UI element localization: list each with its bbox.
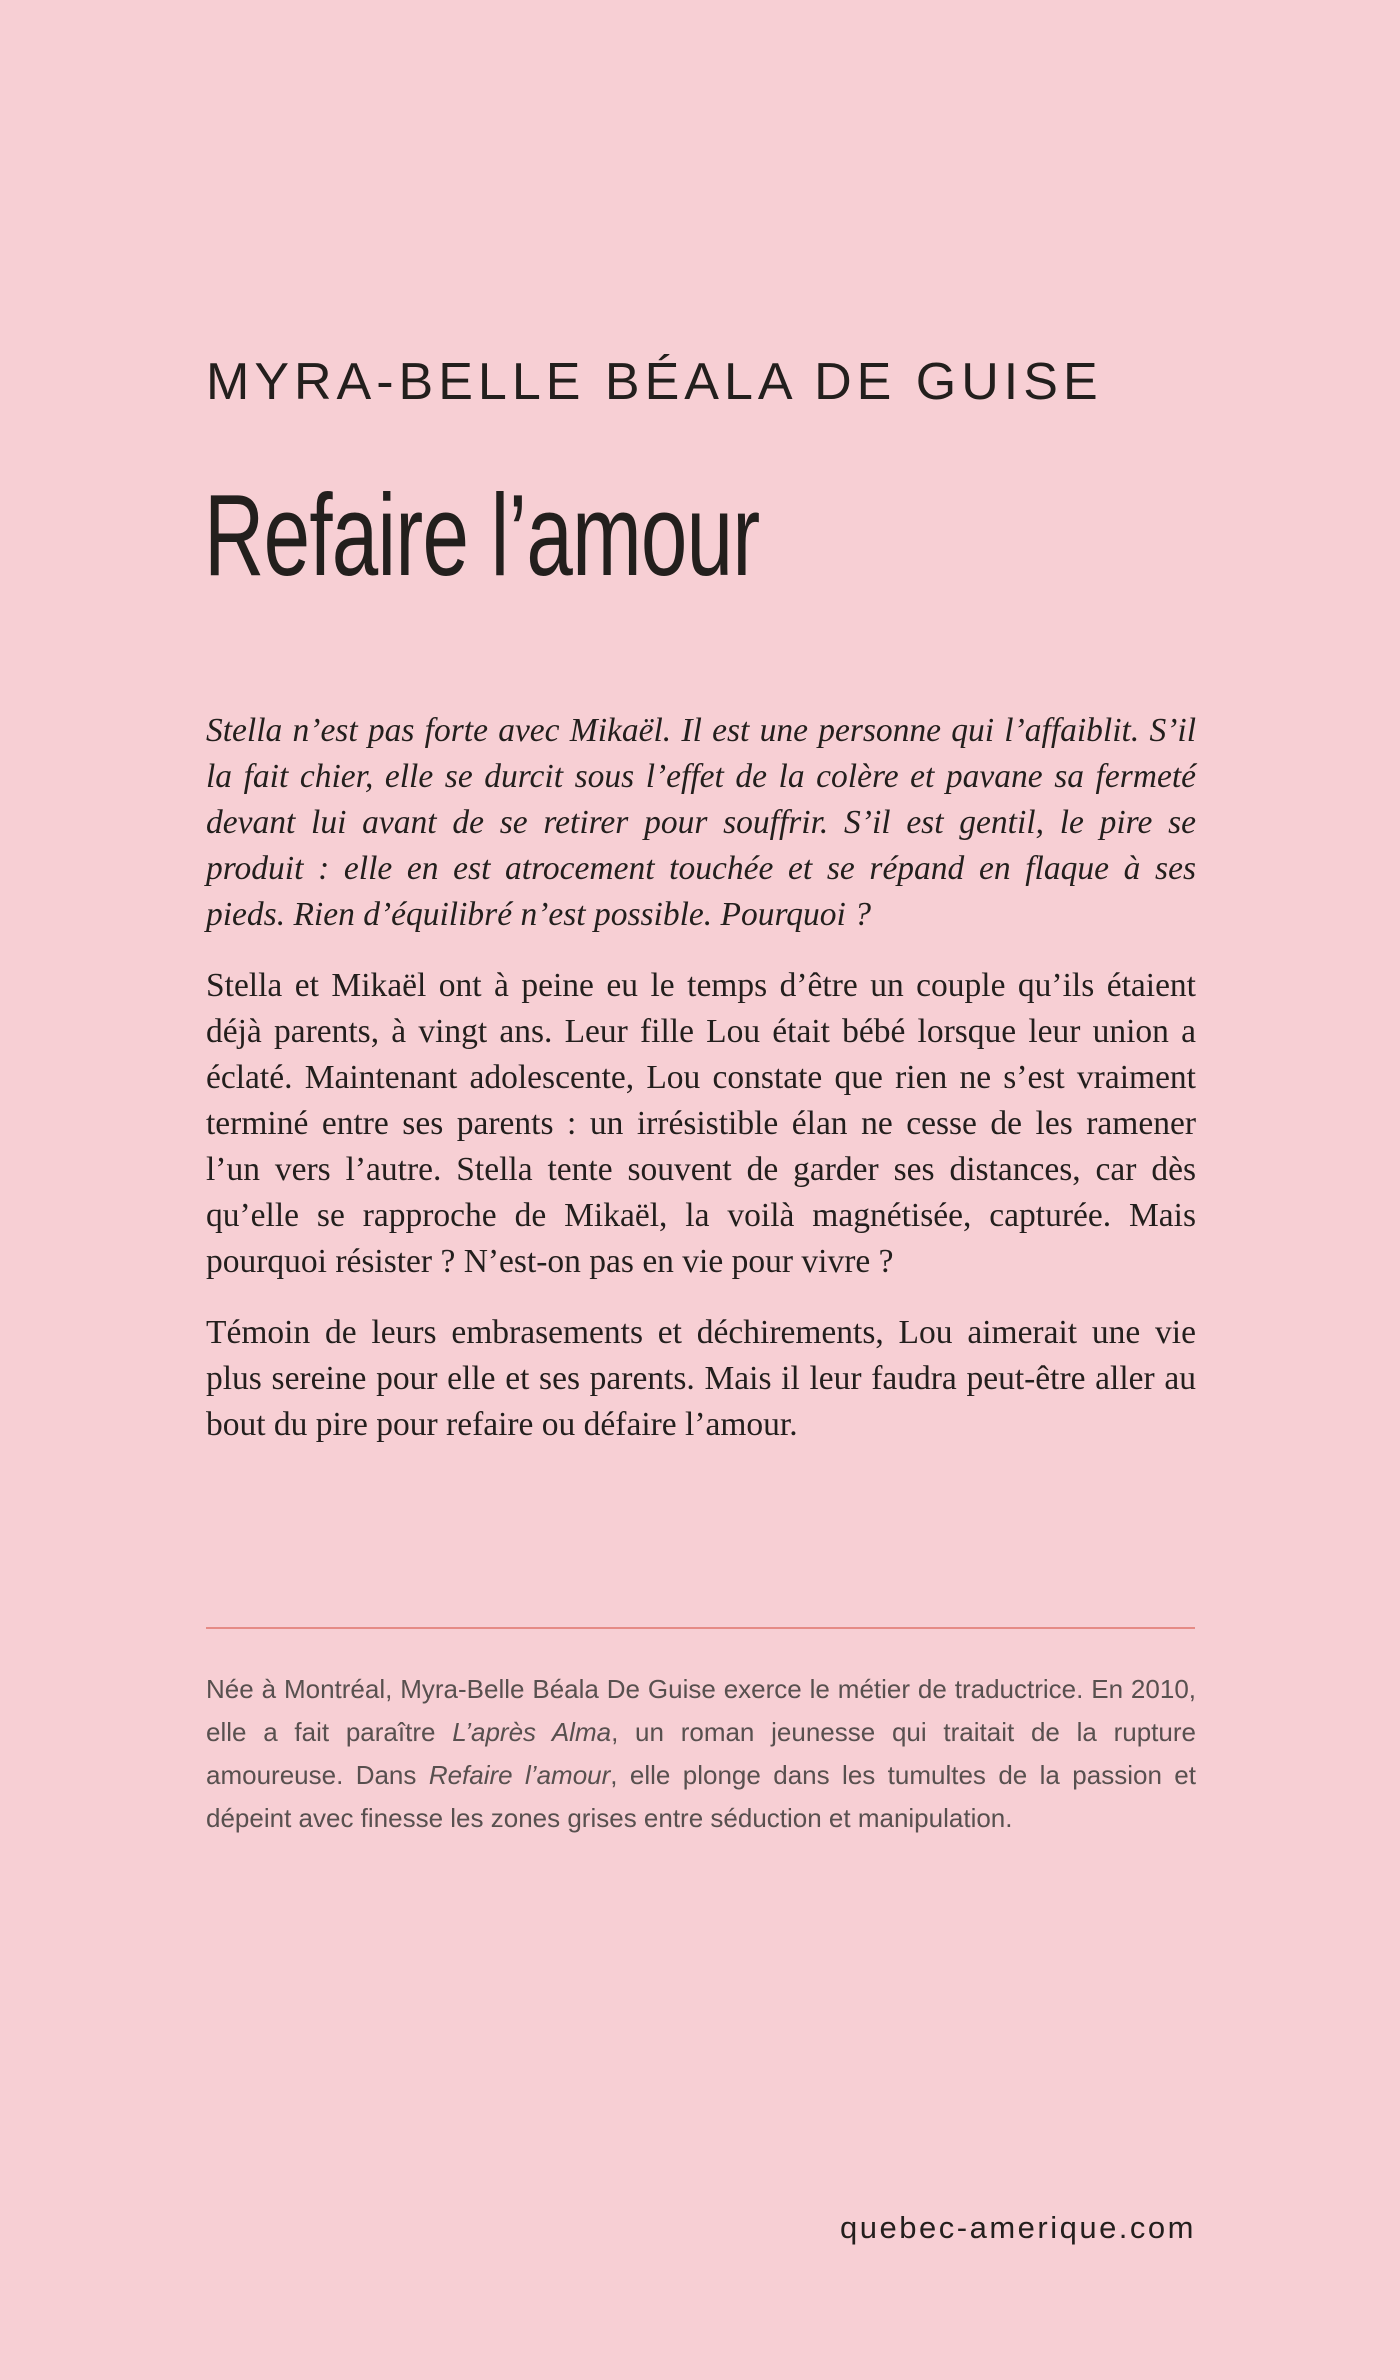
author-bio (206, 1668, 1196, 1840)
blurb-paragraph: Stella et Mikaël ont à peine eu le temps d’être un couple qu’ils étaient déjà parents, à vingt ans. Leur fille Lou était bébé lorsque leur union a éclaté. Maintenant adolescente, Lou constate que rien ne s’est vraiment terminé entre ses parents : un irrésistible élan ne cesse de les ramener l’un vers l’autre. Stella tente souvent de garder ses distances, car dès qu’elle se rapproche de Mikaël, la voilà magnétisée, capturée. Mais pourquoi résister ? N’est-on pas en vie pour vivre ? (206, 967, 1196, 1280)
book-blurb (206, 708, 1196, 1473)
bio-book-title: L’après Alma (452, 1717, 612, 1747)
bio-book-title: Refaire l’amour (428, 1760, 611, 1790)
bio-text: , elle plonge dans les tumultes de la passion et dépeint avec finesse les zones grises entre séduction et manipulation. (206, 1760, 1196, 1833)
publisher-website: quebec-amerique.com (840, 2210, 1196, 2245)
bio-text: , un roman jeunesse qui traitait de la rupture amoureuse. Dans (206, 1717, 1196, 1790)
book-title: Refaire l’amour (204, 470, 760, 600)
blurb-lead-paragraph: Stella n’est pas forte avec Mikaël. Il est une personne qui l’affaiblit. S’il la fait chier, elle se durcit sous l’effet de la colère et pavane sa fermeté devant lui avant de se retirer pour souffrir. S’il est gentil, le pire se produit : elle en est atrocement touchée et se répand en flaque à ses pieds. Rien d’équilibré n’est possible. Pourquoi ? (206, 712, 1196, 933)
section-divider (206, 1627, 1195, 1629)
blurb-paragraph: Témoin de leurs embrasements et déchirements, Lou aimerait une vie plus sereine pour elle et ses parents. Mais il leur faudra peut-être aller au bout du pire pour refaire ou défaire l’amour. (206, 1314, 1196, 1443)
author-name: MYRA-BELLE BÉALA DE GUISE (206, 353, 1103, 411)
bio-text: Née à Montréal, Myra-Belle Béala De Guise exerce le métier de traductrice. En 2010, elle a fait paraître (206, 1674, 1196, 1747)
